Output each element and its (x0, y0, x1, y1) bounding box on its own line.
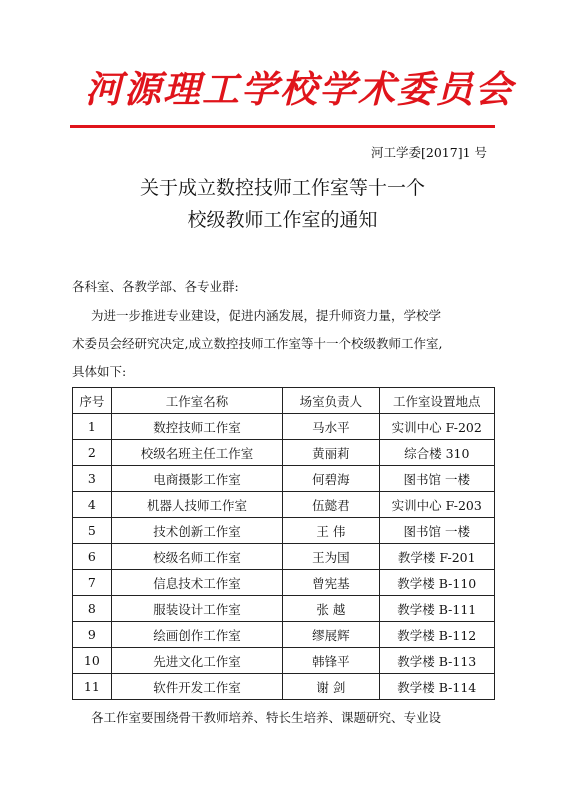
cell-studio-name: 电商摄影工作室 (111, 466, 283, 492)
cell-location: 图书馆 一楼 (379, 466, 494, 492)
cell-index: 5 (73, 518, 112, 544)
cell-leader: 何碧海 (283, 466, 379, 492)
cell-location: 实训中心 F-202 (379, 414, 494, 440)
table-row (73, 518, 495, 544)
cell-studio-name: 绘画创作工作室 (111, 622, 283, 648)
salutation: 各科室、各教学部、各专业群: (72, 279, 239, 294)
cell-location: 实训中心 F-203 (379, 492, 494, 518)
table-row (73, 466, 495, 492)
cell-index: 4 (73, 492, 112, 518)
cell-location: 教学楼 B-113 (379, 648, 494, 674)
cell-leader: 伍懿君 (283, 492, 379, 518)
studio-table (72, 387, 495, 700)
cell-studio-name: 校级名师工作室 (111, 544, 283, 570)
cell-leader: 王为国 (283, 544, 379, 570)
table-row (73, 492, 495, 518)
table-row (73, 570, 495, 596)
table-row (73, 414, 495, 440)
cell-location: 教学楼 B-110 (379, 570, 494, 596)
cell-leader: 王 伟 (283, 518, 379, 544)
cell-studio-name: 先进文化工作室 (111, 648, 283, 674)
notice-title-line-2: 校级教师工作室的通知 (187, 209, 378, 231)
cell-location: 综合楼 310 (379, 440, 494, 466)
body-paragraph-line-1: 为进一步推进专业建设，促进内涵发展，提升师资力量，学校学 (91, 308, 442, 323)
cell-studio-name: 机器人技师工作室 (111, 492, 283, 518)
header-cell-studio-name: 工作室名称 (111, 388, 283, 414)
table-row (73, 440, 495, 466)
cell-location: 图书馆 一楼 (379, 518, 494, 544)
cell-location: 教学楼 B-114 (379, 674, 494, 700)
body-paragraph-line-2: 术委员会经研究决定,成立数控技师工作室等十一个校级教师工作室, (72, 336, 443, 351)
cell-studio-name: 校级名班主任工作室 (111, 440, 283, 466)
cell-location: 教学楼 F-201 (379, 544, 494, 570)
cell-index: 11 (73, 674, 112, 700)
cell-index: 9 (73, 622, 112, 648)
cell-leader: 黄丽莉 (283, 440, 379, 466)
cell-studio-name: 信息技术工作室 (111, 570, 283, 596)
cell-leader: 韩锋平 (283, 648, 379, 674)
cell-location: 教学楼 B-112 (379, 622, 494, 648)
cell-index: 8 (73, 596, 112, 622)
notice-title-line-1: 关于成立数控技师工作室等十一个 (139, 177, 425, 199)
cell-leader: 谢 剑 (283, 674, 379, 700)
closing-paragraph-line: 各工作室要围绕骨干教师培养、特长生培养、课题研究、专业设 (91, 710, 442, 725)
cell-studio-name: 技术创新工作室 (111, 518, 283, 544)
table-row (73, 622, 495, 648)
masthead-org-name: 河源理工学校学术委员会 (85, 68, 514, 111)
document-number: 河工学委[2017]1 号 (371, 145, 487, 160)
cell-index: 1 (73, 414, 112, 440)
table-row (73, 544, 495, 570)
cell-leader: 张 越 (283, 596, 379, 622)
cell-studio-name: 服装设计工作室 (111, 596, 283, 622)
cell-studio-name: 数控技师工作室 (111, 414, 283, 440)
table-row (73, 596, 495, 622)
header-cell-location: 工作室设置地点 (379, 388, 494, 414)
cell-index: 6 (73, 544, 112, 570)
cell-index: 7 (73, 570, 112, 596)
body-paragraph-line-3: 具体如下: (72, 364, 127, 379)
cell-location: 教学楼 B-111 (379, 596, 494, 622)
table-header-row (73, 388, 495, 414)
table-row (73, 648, 495, 674)
header-cell-leader: 场室负责人 (283, 388, 379, 414)
cell-leader: 马水平 (283, 414, 379, 440)
cell-index: 10 (73, 648, 112, 674)
cell-studio-name: 软件开发工作室 (111, 674, 283, 700)
cell-leader: 曾宪基 (283, 570, 379, 596)
masthead-red-rule (70, 125, 495, 128)
header-cell-index: 序号 (73, 388, 112, 414)
cell-index: 3 (73, 466, 112, 492)
cell-leader: 缪展辉 (283, 622, 379, 648)
cell-index: 2 (73, 440, 112, 466)
table-row (73, 674, 495, 700)
